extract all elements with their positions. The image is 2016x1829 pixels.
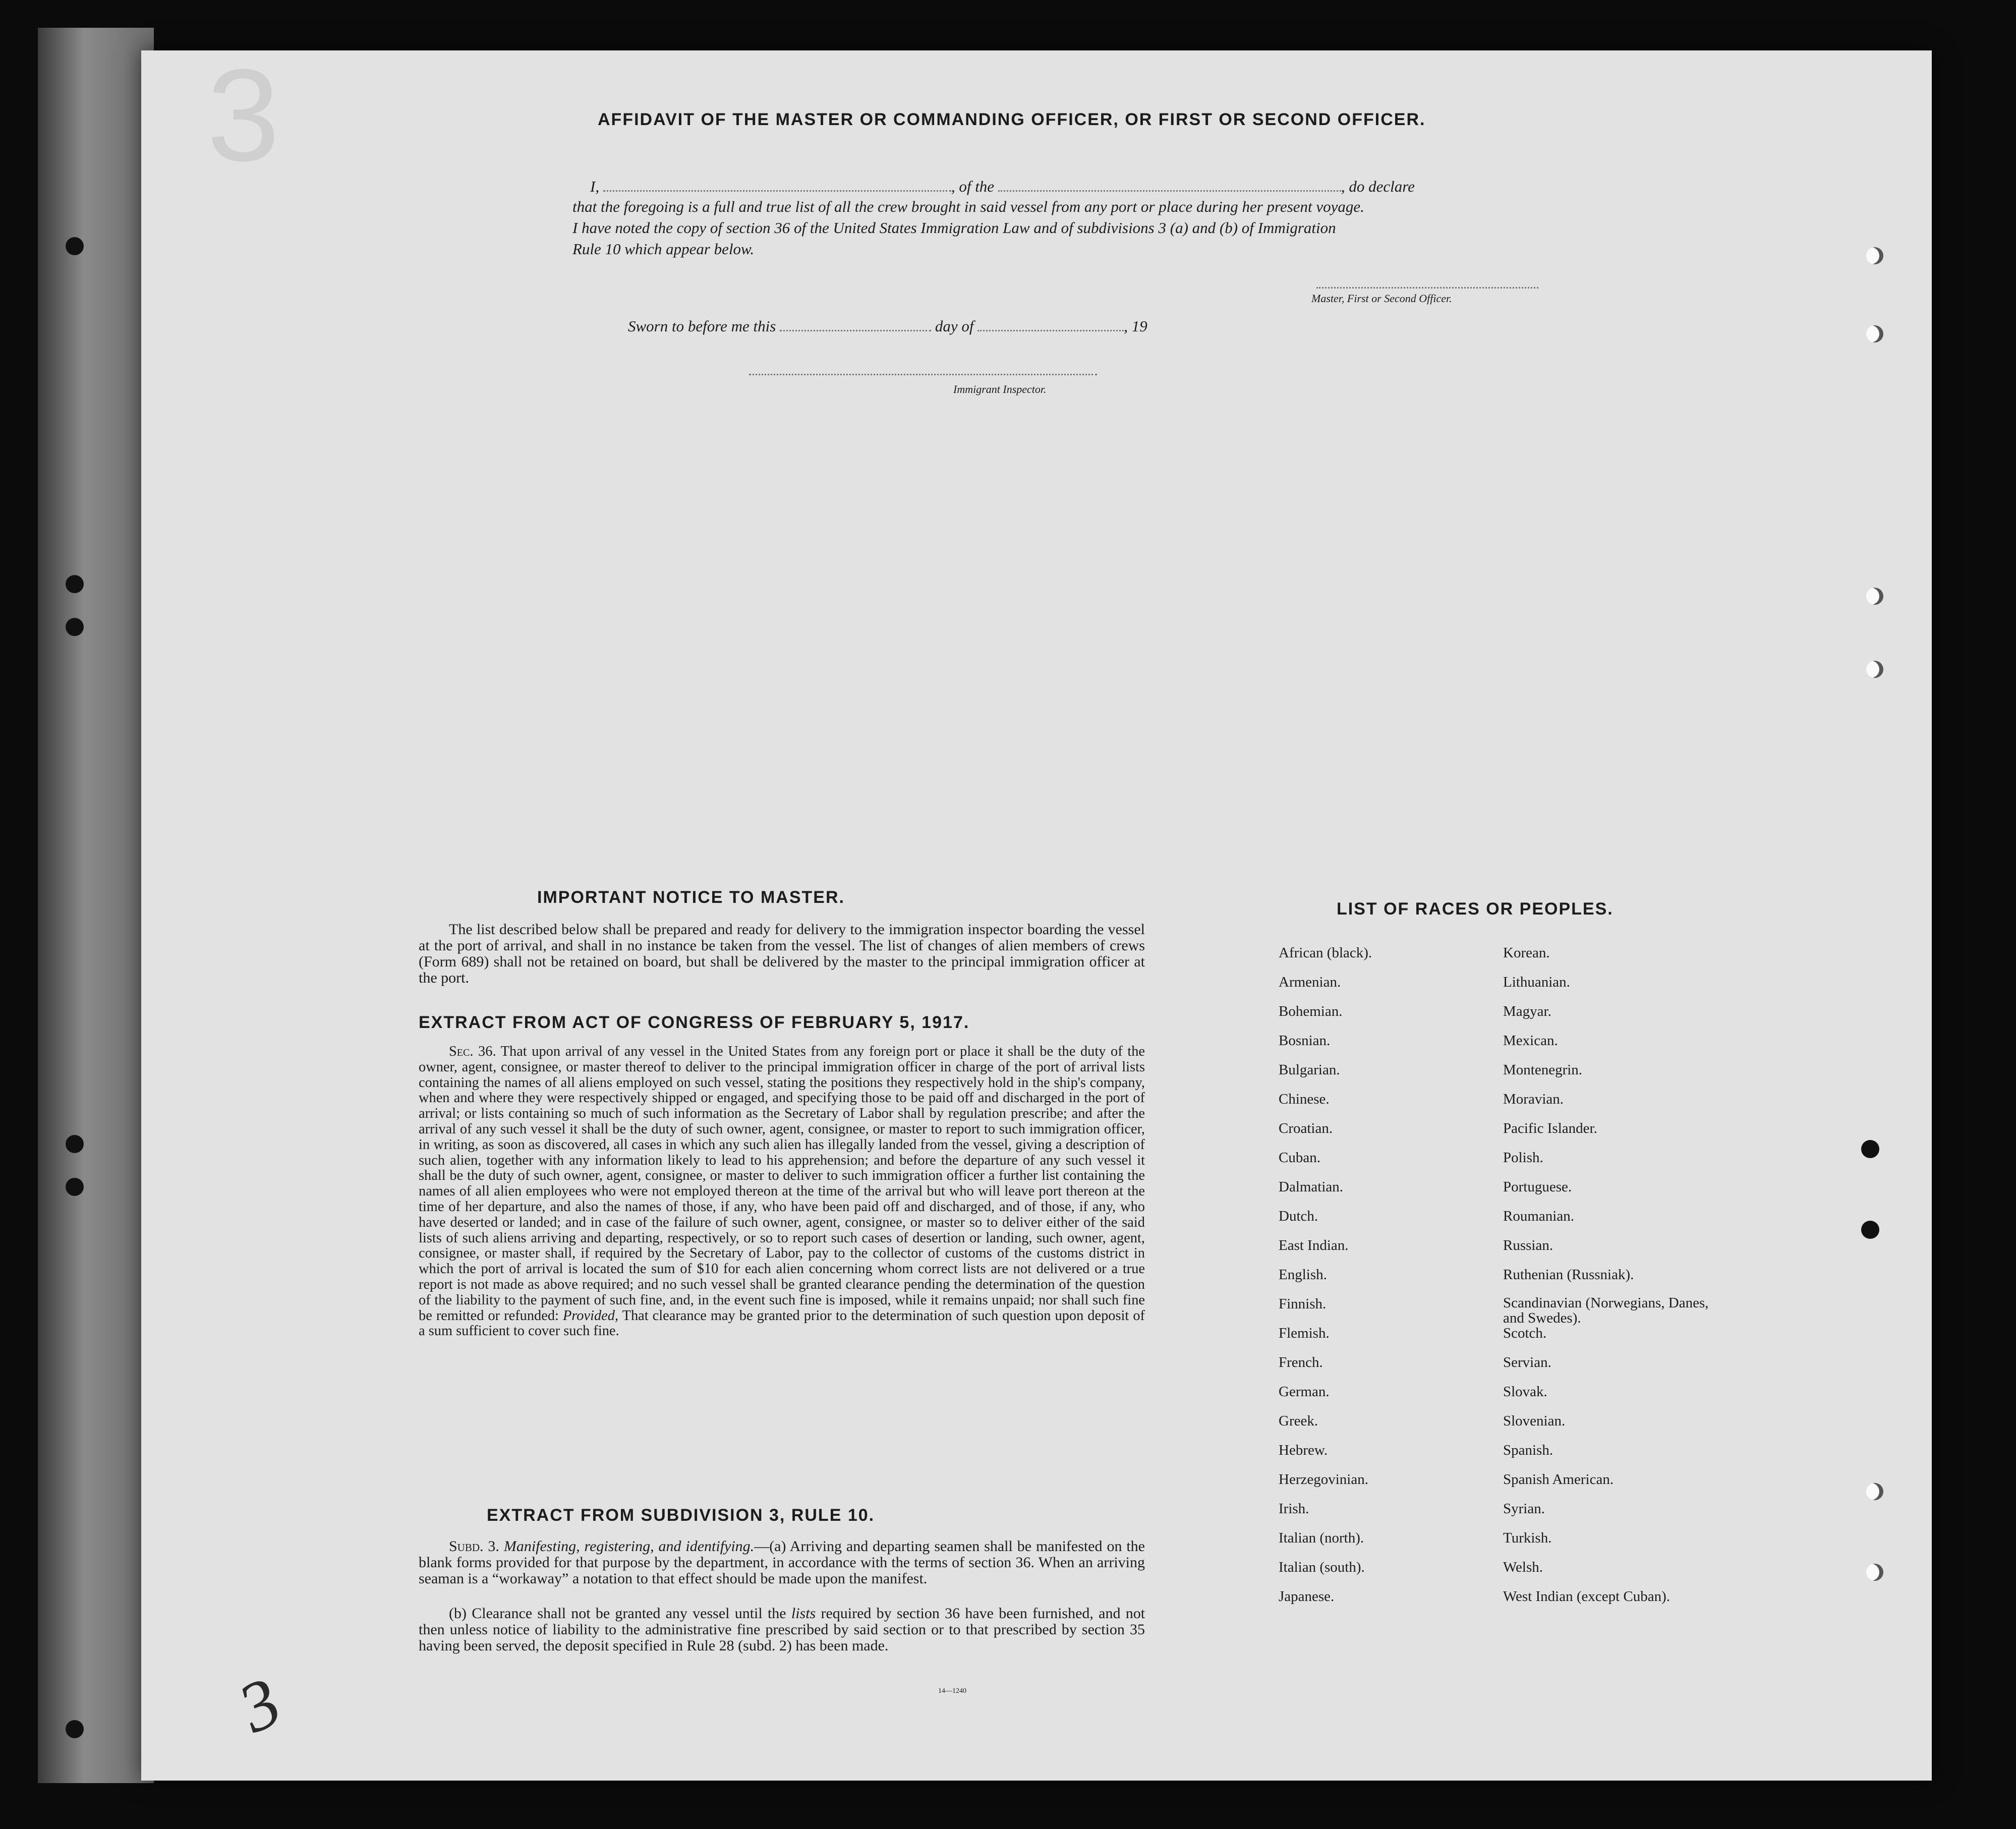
sworn-day-blank: [780, 329, 931, 331]
binder-ring: [1866, 247, 1883, 264]
subd-label: Subd. 3.: [449, 1538, 499, 1555]
section-body-end: That clearance may be granted prior to the determination of such question upon deposit of a sum sufficient to cover such fine.: [419, 1307, 1145, 1339]
binder-ring: [1866, 1483, 1883, 1500]
race-item: Spanish American.: [1503, 1471, 1614, 1488]
race-item: Greek.: [1279, 1413, 1318, 1429]
race-item: Flemish.: [1279, 1325, 1330, 1341]
punch-hole: [66, 1720, 84, 1738]
signature-label: Master, First or Second Officer.: [1311, 292, 1452, 305]
handwritten-mark: 3: [227, 1662, 293, 1748]
binder-edge: [38, 28, 154, 1783]
binder-ring: [1866, 588, 1883, 605]
race-item: Croatian.: [1279, 1120, 1333, 1136]
provided-word: Provided,: [562, 1307, 619, 1324]
race-item: Cuban.: [1279, 1150, 1320, 1166]
race-item: Scandinavian (Norwegians, Danes, and Swedes).: [1503, 1295, 1709, 1326]
race-item: African (black).: [1279, 945, 1372, 961]
race-item: West Indian (except Cuban).: [1503, 1588, 1671, 1605]
para-b-end: required by section 36 have been furnished, and not then unless notice of liability to the administrative fine prescribed by said section or to that prescribed by section 35 having been served, the deposit specified in Rule 28 (subd. 2) has been made.: [419, 1605, 1145, 1654]
declaration-line-1: [590, 176, 1415, 198]
form-number: 14—1240: [938, 1687, 966, 1695]
inspector-label: Immigrant Inspector.: [953, 383, 1047, 395]
race-item: French.: [1279, 1354, 1323, 1370]
subd-para-a: —(a) Arriving and departing seamen shall be manifested on the blank forms provided for that purpose by the department, in accordance with the terms of section 36. When an arriving seaman is a “workaway” a notation to that effect should be made upon the manifest.: [419, 1538, 1145, 1587]
subdivision-3a-text: [419, 1538, 1145, 1587]
race-item: Mexican.: [1503, 1033, 1558, 1049]
race-item: Chinese.: [1279, 1091, 1330, 1107]
race-item: Scotch.: [1503, 1325, 1547, 1341]
section-label: Sec. 36.: [449, 1044, 496, 1059]
race-item: Japanese.: [1279, 1588, 1335, 1605]
binder-ring: [1866, 661, 1883, 678]
month-blank: [977, 329, 1124, 331]
subd-heading: Manifesting, registering, and identifying.: [503, 1538, 755, 1555]
race-item: Dutch.: [1279, 1208, 1318, 1224]
race-item: Bulgarian.: [1279, 1062, 1340, 1078]
section-36-text: [419, 1044, 1145, 1339]
race-item: Portuguese.: [1503, 1179, 1572, 1195]
declaration-of: , of the: [951, 178, 995, 195]
declaration-declare: , do declare: [1341, 178, 1415, 195]
race-item: Roumanian.: [1503, 1208, 1574, 1224]
declaration-line-2: that the foregoing is a full and true list of all the crew brought in said vessel from any port or place during her present voyage.: [572, 198, 1364, 215]
race-item: Italian (south).: [1279, 1559, 1365, 1575]
punch-hole: [1861, 1221, 1879, 1239]
race-item: Moravian.: [1503, 1091, 1564, 1107]
race-item: Montenegrin.: [1503, 1062, 1583, 1078]
race-item: Korean.: [1503, 945, 1550, 961]
rule-extract-title: EXTRACT FROM SUBDIVISION 3, RULE 10.: [487, 1506, 875, 1525]
para-b-lists: lists: [791, 1605, 816, 1622]
punch-hole: [1861, 1140, 1879, 1158]
race-item: Russian.: [1503, 1237, 1553, 1253]
year-text: , 19: [1124, 317, 1147, 335]
declaration-line-3: I have noted the copy of section 36 of the United States Immigration Law and of subdivisions 3 (a) and (b) of Immigration: [572, 219, 1336, 237]
sworn-text: Sworn to before me this: [628, 317, 776, 335]
para-b-start: (b) Clearance shall not be granted any vessel until the: [449, 1605, 786, 1622]
race-item: Magyar.: [1503, 1003, 1551, 1019]
race-item: Polish.: [1503, 1150, 1543, 1166]
race-item: Bohemian.: [1279, 1003, 1343, 1019]
race-item: Slovenian.: [1503, 1413, 1566, 1429]
section-body: That upon arrival of any vessel in the United States from any foreign port or place it shall be the duty of the owner, agent, consignee, or master thereof to deliver to the principal immigration officer in charge of the port of arrival lists containing the names of all aliens employed on such vessel, stating the positions they respectively hold in the ship's company, when and where they were respectively shipped or engaged, and specifying those to be paid off and discharged in the port of arrival; or lists containing so much of such information as the Secretary of Labor shall by regulation prescribe; and after the arrival of any such vessel it shall be the duty of such owner, agent, consignee, or master to report to such immigration officer, in writing, as soon as discovered, all cases in which any such alien has illegally landed from the vessel, giving a description of such alien, together with any information likely to lead to his apprehension; and before the departure of any such vessel it shall be the duty of such owner, agent, consignee, or master to deliver to such immigration officer a further list containing the names of all alien employees who were not employed thereon at the time of the arrival but who will leave port thereon at the time of her departure, and also the names of those, if any, who have been paid off and discharged, and of those, if any, who have deserted or landed; and in case of the failure of such owner, agent, consignee, or master so to deliver either of the said lists of such aliens arriving and departing, respectively, or so to report such cases of desertion or landing, such owner, agent, consignee, or master shall, if required by the Secretary of Labor, pay to the collector of customs of the customs district in which the port of arrival is located the sum of $10 for each alien concerning whom correct lists are not delivered or a true report is not made as above required; and no such vessel shall be granted clearance pending the determination of the question of the liability to the payment of such fine, and, in the event such fine is imposed, while it remains unpaid; nor shall such fine be remitted or refunded:: [419, 1044, 1145, 1324]
punch-hole: [66, 237, 84, 255]
race-item: Welsh.: [1503, 1559, 1543, 1575]
race-item: Hebrew.: [1279, 1442, 1328, 1458]
races-title: LIST OF RACES OR PEOPLES.: [1337, 899, 1614, 919]
document-page: [141, 42, 1932, 1781]
punch-hole: [66, 1135, 84, 1153]
notice-body: The list described below shall be prepared and ready for delivery to the immigration inspector boarding the vessel at the port of arrival, and shall in no instance be taken from the vessel. The list of changes of alien members of crews (Form 689) shall not be retained on board, but shall be delivered by the master to the principal immigration officer at the port.: [419, 921, 1145, 986]
inspector-signature-line: [749, 373, 1097, 375]
race-item: Herzegovinian.: [1279, 1471, 1368, 1488]
subdivision-3b-text: [419, 1606, 1145, 1654]
race-item: Pacific Islander.: [1503, 1120, 1597, 1136]
race-item: Dalmatian.: [1279, 1179, 1344, 1195]
race-item: Bosnian.: [1279, 1033, 1331, 1049]
race-item: Ruthenian (Russniak).: [1503, 1267, 1634, 1283]
declaration-i: I,: [590, 178, 600, 195]
name-blank: [603, 190, 951, 192]
race-item: Lithuanian.: [1503, 974, 1570, 990]
race-item: Armenian.: [1279, 974, 1341, 990]
bleed-through-digit: 3: [207, 42, 280, 189]
race-item: English.: [1279, 1267, 1327, 1283]
race-item: Irish.: [1279, 1501, 1309, 1517]
punch-hole: [66, 1178, 84, 1196]
declaration-line-4: Rule 10 which appear below.: [572, 240, 755, 258]
race-item: East Indian.: [1279, 1237, 1349, 1253]
punch-hole: [66, 618, 84, 636]
act-extract-title: EXTRACT FROM ACT OF CONGRESS OF FEBRUARY 5, 1917.: [419, 1013, 970, 1032]
race-item: Servian.: [1503, 1354, 1551, 1370]
affidavit-title: AFFIDAVIT OF THE MASTER OR COMMANDING OFFICER, OR FIRST OR SECOND OFFICER.: [598, 110, 1426, 129]
sworn-line: [628, 315, 1147, 337]
binder-ring: [1866, 1564, 1883, 1581]
vessel-blank: [998, 190, 1341, 192]
race-item: Slovak.: [1503, 1384, 1547, 1400]
day-of-text: day of: [935, 317, 974, 335]
race-item: Turkish.: [1503, 1530, 1552, 1546]
race-item: Spanish.: [1503, 1442, 1553, 1458]
binder-ring: [1866, 325, 1883, 342]
race-item: Italian (north).: [1279, 1530, 1364, 1546]
punch-hole: [66, 575, 84, 593]
race-item: Syrian.: [1503, 1501, 1545, 1517]
race-item: German.: [1279, 1384, 1330, 1400]
notice-title: IMPORTANT NOTICE TO MASTER.: [537, 888, 845, 907]
race-item: Finnish.: [1279, 1296, 1327, 1312]
